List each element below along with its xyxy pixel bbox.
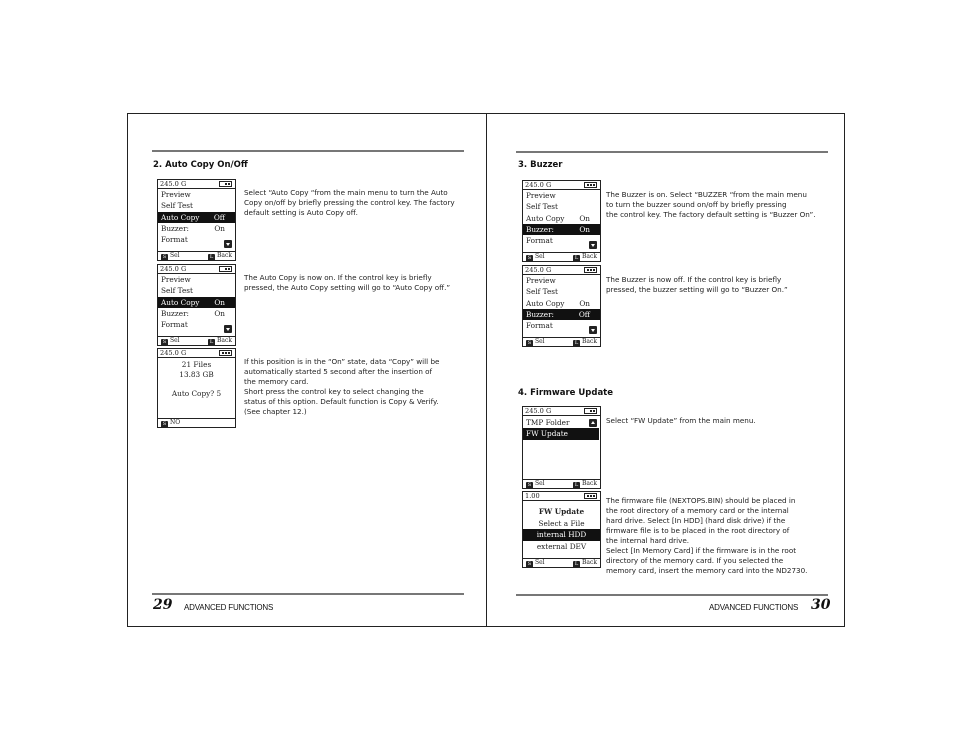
auto-copy-panel — [158, 358, 235, 418]
back-key-icon: L — [209, 339, 214, 345]
lcd-screen — [522, 406, 601, 489]
back-key-icon: L — [574, 340, 579, 346]
menu-item — [523, 201, 600, 212]
menu-item-value: On — [214, 223, 225, 233]
footer-right-label: Back — [582, 338, 597, 345]
lcd-footer — [158, 336, 235, 345]
menu-item-label: Auto Copy — [161, 297, 200, 307]
scroll-down-icon — [589, 241, 597, 249]
menu-item-value: On — [579, 213, 590, 223]
menu-item — [523, 286, 600, 297]
lcd-screen — [522, 265, 601, 347]
description-line: status of this option. Default function is Copy & Verify. — [244, 397, 439, 406]
description-line: The Buzzer is now off. If the control key is briefly — [606, 275, 782, 284]
menu-item-label: Buzzer: — [161, 308, 190, 318]
footer-right-label: Back — [582, 253, 597, 260]
status-bar — [523, 181, 600, 190]
menu-list — [523, 416, 600, 479]
page-label: ADVANCED FUNCTIONS — [709, 603, 799, 612]
spacer-line — [158, 380, 235, 389]
lcd-footer — [523, 252, 600, 261]
storage-status: 245.0 G — [160, 180, 187, 188]
description-line: Select [In Memory Card] if the firmware is in the root — [606, 546, 797, 555]
status-bar — [158, 265, 235, 274]
menu-item-label: Auto Copy — [526, 298, 565, 308]
lcd-footer — [523, 558, 600, 567]
footer-left-label: Sel — [535, 480, 545, 487]
menu-list — [523, 190, 600, 252]
storage-status: 245.0 G — [525, 266, 552, 274]
lcd-screen — [157, 348, 236, 428]
select-file-prompt: Select a File — [538, 518, 585, 528]
description-line: to turn the buzzer sound on/off by briefly pressing — [606, 200, 787, 209]
menu-item-value: On — [214, 308, 225, 318]
description-line: The Auto Copy is now on. If the control key is briefly — [244, 273, 432, 282]
footer-rule — [152, 593, 464, 595]
footer-right-label: Back — [217, 337, 232, 344]
menu-item-label: Format — [161, 320, 188, 330]
section-title: 3. Buzzer — [518, 160, 563, 170]
status-bar — [158, 180, 235, 189]
lcd-screen — [157, 179, 236, 261]
footer-left-label: Sel — [170, 337, 180, 344]
menu-item-label: Preview — [526, 191, 556, 200]
status-bar — [523, 407, 600, 416]
battery-icon — [584, 408, 597, 414]
menu-item — [158, 285, 235, 296]
select-key-icon: S — [527, 255, 532, 261]
menu-item — [158, 200, 235, 211]
menu-list — [523, 275, 600, 337]
menu-item-label: Self Test — [526, 202, 558, 212]
menu-item-selected — [523, 428, 599, 439]
storage-status: 245.0 G — [525, 407, 552, 415]
option-internal-hdd: internal HDD — [523, 529, 600, 541]
description-line: the control key. The factory default setting is “Buzzer On”. — [606, 210, 816, 219]
description-line: If this position is in the “On” state, data “Copy” will be — [244, 357, 440, 366]
battery-icon — [584, 493, 597, 499]
description — [244, 273, 476, 293]
description-line: default setting is Auto Copy off. — [244, 208, 358, 217]
description-line: pressed, the Auto Copy setting will go to “Auto Copy off.” — [244, 283, 451, 292]
menu-item — [158, 189, 235, 200]
back-key-icon: L — [209, 254, 214, 260]
description-line: the internal hard drive. — [606, 536, 690, 545]
scroll-up-icon — [589, 419, 597, 427]
description-line: pressed, the buzzer setting will go to “Buzzer On.” — [606, 285, 788, 294]
menu-item-label: Preview — [161, 275, 191, 284]
menu-item-label: Format — [526, 236, 553, 246]
menu-list — [158, 274, 235, 336]
description — [606, 416, 838, 426]
section-rule — [516, 151, 828, 153]
footer-right-label: Back — [582, 480, 597, 487]
menu-item-label: Self Test — [161, 286, 193, 296]
status-bar — [158, 349, 235, 358]
description-line: automatically started 5 second after the insertion of — [244, 367, 433, 376]
menu-item-label: Buzzer: — [161, 223, 190, 233]
menu-item-label: Buzzer: — [526, 309, 555, 319]
description — [244, 188, 476, 218]
lcd-footer — [158, 418, 235, 427]
menu-item-label: Preview — [161, 190, 191, 199]
footer-right-label: Back — [217, 252, 232, 259]
description-line: directory of the memory card. If you selected the — [606, 556, 784, 565]
menu-item-selected — [523, 224, 600, 235]
lcd-screen — [522, 180, 601, 262]
menu-item — [158, 274, 235, 285]
section-rule — [152, 150, 464, 152]
menu-item-label: Format — [161, 235, 188, 245]
description-line: Short press the control key to select changing the — [244, 387, 424, 396]
lcd-screen — [157, 264, 236, 346]
lcd-footer — [158, 251, 235, 260]
status-bar — [523, 492, 600, 501]
menu-item — [158, 223, 235, 234]
auto-copy-countdown: Auto Copy? 5 — [171, 389, 222, 398]
menu-item-label: Buzzer: — [526, 224, 555, 234]
storage-status: 245.0 G — [160, 265, 187, 273]
description — [606, 275, 838, 295]
footer-right-label: Back — [582, 559, 597, 566]
storage-status: 245.0 G — [525, 181, 552, 189]
menu-item-value: On — [579, 224, 590, 234]
section-title: 2. Auto Copy On/Off — [153, 160, 248, 170]
description-line: hard drive. Select [In HDD] (hard disk drive) if the — [606, 516, 786, 525]
back-key-icon: L — [574, 255, 579, 261]
menu-item-selected — [523, 309, 600, 320]
storage-status: 245.0 G — [160, 349, 187, 357]
menu-item — [523, 275, 600, 286]
lcd-footer — [523, 479, 600, 488]
menu-item-label: Preview — [526, 276, 556, 285]
menu-item — [158, 308, 235, 319]
description-line: Select “Auto Copy “from the main menu to turn the Auto — [244, 188, 448, 197]
menu-item-label: Auto Copy — [526, 213, 565, 223]
description-line: the root directory of a memory card or the internal — [606, 506, 789, 515]
description-line: firmware file is to be placed in the root directory of — [606, 526, 790, 535]
battery-icon — [219, 181, 232, 187]
menu-item-selected — [158, 212, 235, 223]
scroll-down-icon — [589, 326, 597, 334]
menu-item-label: FW Update — [526, 429, 568, 439]
menu-item-label: TMP Folder — [526, 418, 570, 427]
menu-item-label: Self Test — [526, 287, 558, 297]
select-key-icon: S — [527, 482, 532, 488]
description — [606, 496, 838, 576]
select-key-icon: S — [527, 561, 532, 567]
menu-item-selected — [158, 297, 235, 308]
menu-item-value: Off — [578, 309, 590, 319]
lcd-screen — [522, 491, 601, 568]
select-key-icon: S — [162, 421, 167, 427]
battery-icon — [219, 350, 232, 356]
menu-item-value: Off — [213, 212, 225, 222]
description-line: memory card, insert the memory card into the ND2730. — [606, 566, 808, 575]
menu-item-value: On — [579, 298, 590, 308]
menu-item — [523, 190, 600, 201]
page-number: 29 — [153, 597, 173, 613]
battery-icon — [219, 266, 232, 272]
file-count: 21 Files — [181, 360, 212, 369]
description — [244, 357, 476, 417]
back-key-icon: L — [574, 482, 579, 488]
status-bar — [523, 266, 600, 275]
menu-item-label: Auto Copy — [161, 212, 200, 222]
description-line: Select “FW Update” from the main menu. — [606, 416, 756, 425]
description-line: (See chapter 12.) — [244, 407, 307, 416]
menu-list — [158, 189, 235, 251]
page-label: ADVANCED FUNCTIONS — [184, 603, 274, 612]
option-external-dev: external DEV — [536, 541, 587, 551]
back-key-icon: L — [574, 561, 579, 567]
footer-left-label: Sel — [535, 253, 545, 260]
page-number: 30 — [811, 597, 831, 613]
footer-left-label: NO — [170, 419, 181, 426]
firmware-version: 1.00 — [525, 492, 540, 500]
description-line: Copy on/off by briefly pressing the control key. The factory — [244, 198, 455, 207]
select-key-icon: S — [162, 339, 167, 345]
footer-left-label: Sel — [535, 559, 545, 566]
section-title: 4. Firmware Update — [518, 388, 614, 398]
description-line: The firmware file (NEXTOPS.BIN) should be placed in — [606, 496, 796, 505]
lcd-footer — [523, 337, 600, 346]
battery-icon — [584, 182, 597, 188]
fw-update-panel — [523, 501, 600, 558]
scroll-down-icon — [224, 325, 232, 333]
footer-left-label: Sel — [535, 338, 545, 345]
scroll-down-icon — [224, 240, 232, 248]
menu-item — [523, 298, 600, 309]
menu-item-label: Format — [526, 321, 553, 331]
menu-item-value: On — [214, 297, 225, 307]
menu-item — [523, 213, 600, 224]
page-gutter — [486, 113, 487, 627]
select-key-icon: S — [162, 254, 167, 260]
battery-icon — [584, 267, 597, 273]
description-line: The Buzzer is on. Select “BUZZER “from the main menu — [606, 190, 807, 199]
data-size: 13.83 GB — [179, 370, 214, 379]
footer-rule — [516, 594, 828, 596]
fw-update-title: FW Update — [538, 507, 585, 516]
footer-left-label: Sel — [170, 252, 180, 259]
description — [606, 190, 838, 220]
select-key-icon: S — [527, 340, 532, 346]
description-line: the memory card. — [244, 377, 309, 386]
menu-item-label: Self Test — [161, 201, 193, 211]
